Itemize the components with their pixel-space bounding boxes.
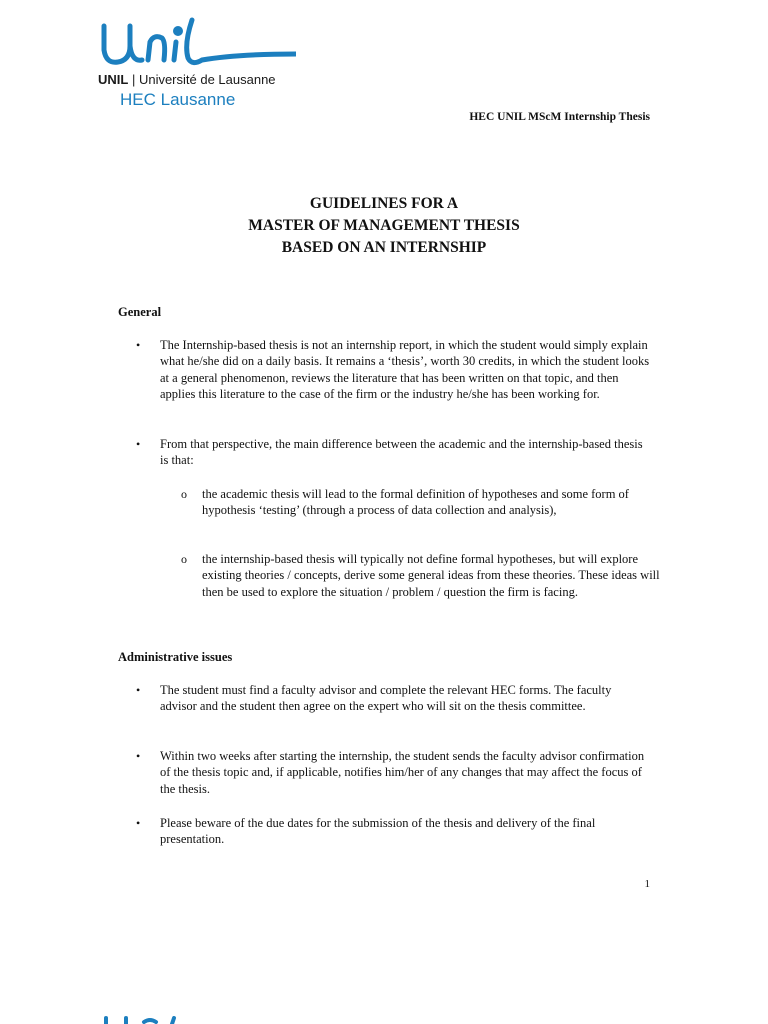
- page-number: 1: [644, 878, 650, 890]
- hollow-circle-icon: o: [181, 552, 187, 566]
- bullet-dot-icon: •: [136, 338, 141, 352]
- title-line-2: MASTER OF MANAGEMENT THESIS: [248, 217, 520, 234]
- list-item: • Within two weeks after starting the internship, the student sends the faculty advisor confirmation of the thesis topic and, if applicable, notifies him/her of any changes that may affect the focus of the thesis.: [136, 749, 645, 796]
- section-heading-administrative: Administrative issues: [118, 650, 233, 664]
- list-item: • From that perspective, the main difference between the academic and the internship-based thesis is that:: [136, 437, 643, 468]
- list-item: • The student must find a faculty advisor and complete the relevant HEC forms. The faculty advisor and the student then agree on the expert who will sit on the thesis committee.: [136, 683, 612, 714]
- sub-list-item: o the academic thesis will lead to the formal definition of hypotheses and some form of hypothesis ‘testing’ (through a process of data collection and analysis),: [181, 487, 629, 518]
- bullet-dot-icon: •: [136, 816, 141, 830]
- title-line-3: BASED ON AN INTERNSHIP: [281, 239, 487, 256]
- bullet-dot-icon: •: [136, 683, 141, 697]
- section-heading-general: General: [118, 305, 162, 319]
- unil-logo: [96, 14, 296, 114]
- document-title: [0, 193, 768, 259]
- hollow-circle-icon: o: [181, 487, 187, 501]
- university-name: UNIL | Université de Lausanne: [98, 72, 276, 87]
- unil-script-logo-icon: [96, 14, 296, 70]
- list-item: • Please beware of the due dates for the submission of the thesis and delivery of the final presentation.: [136, 816, 596, 847]
- bullet-dot-icon: •: [136, 437, 141, 451]
- next-page-logo-icon: [104, 1016, 194, 1024]
- sub-list-item: o the internship-based thesis will typically not define formal hypotheses, but will explore existing theories / concepts, derive some general ideas from these theories. These ideas will then be used to explore the situation / problem / question the firm is facing.: [181, 552, 660, 599]
- school-name: HEC Lausanne: [120, 90, 236, 109]
- list-item: • The Internship-based thesis is not an internship report, in which the student would simply explain what he/she did on a daily basis. It remains a ‘thesis’, worth 30 credits, in which the student looks at a general phenomenon, reviews the literature that has been written on that topic, and then applies this literature to the case of the firm or the industry he/she has been working for.: [136, 338, 650, 401]
- title-line-1: GUIDELINES FOR A: [309, 195, 459, 212]
- bullet-dot-icon: •: [136, 749, 141, 763]
- running-header: HEC UNIL MScM Internship Thesis: [469, 111, 650, 123]
